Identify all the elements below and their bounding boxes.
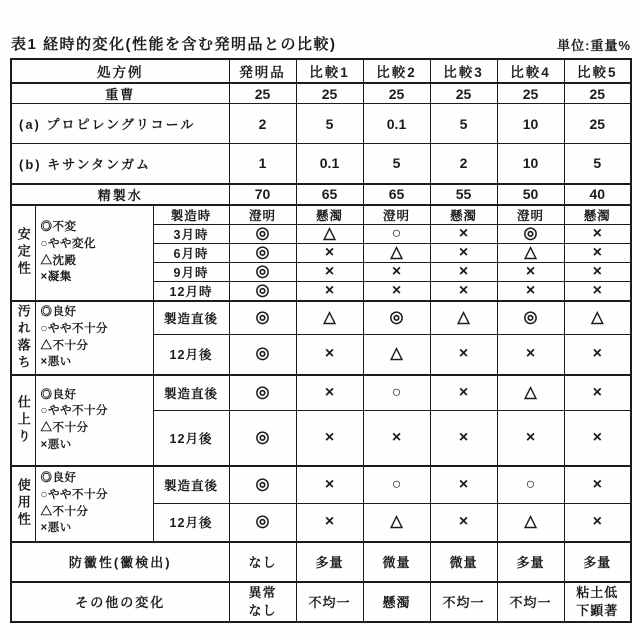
value-cell: 不均一 <box>430 582 497 622</box>
value-cell: 粘土低 下顕著 <box>564 582 631 622</box>
rating-cell: × <box>296 504 363 542</box>
rating-cell: ◎ <box>497 224 564 243</box>
subrow-label: 12月後 <box>153 504 229 542</box>
value-cell: 25 <box>564 104 631 144</box>
rating-cell: × <box>430 504 497 542</box>
value-cell: 2 <box>229 104 296 144</box>
comparison-table <box>10 58 632 623</box>
value-cell: 40 <box>564 184 631 205</box>
value-cell: 多量 <box>296 542 363 582</box>
subrow-label: 12月時 <box>153 281 229 301</box>
rating-cell: × <box>430 466 497 504</box>
column-header-comp4: 比較4 <box>497 59 564 83</box>
ingredient-label: 重曹 <box>11 83 229 104</box>
ingredient-label: 精製水 <box>11 184 229 205</box>
subrow-label: 製造直後 <box>153 301 229 335</box>
column-header-comp2: 比較2 <box>363 59 430 83</box>
rating-cell: × <box>296 243 363 262</box>
rating-cell: ○ <box>363 466 430 504</box>
footer-row-other-changes <box>11 582 631 622</box>
value-cell: 25 <box>430 83 497 104</box>
rating-cell: × <box>497 411 564 466</box>
value-cell: 65 <box>296 184 363 205</box>
section-label-stability: 安定性 <box>11 205 35 301</box>
value-cell: 多量 <box>564 542 631 582</box>
rating-cell: △ <box>363 335 430 375</box>
rating-cell: × <box>497 335 564 375</box>
rating-cell: ◎ <box>229 281 296 301</box>
rating-cell: △ <box>497 243 564 262</box>
column-header-invention: 発明品 <box>229 59 296 83</box>
ingredient-label: (a) プロピレングリコール <box>11 104 229 144</box>
section-row-finish <box>11 375 631 411</box>
value-cell: 25 <box>363 83 430 104</box>
rating-cell: × <box>430 335 497 375</box>
subrow-label: 製造時 <box>153 205 229 225</box>
legend-cell: ◎不変 ○やや変化 △沈殿 ×凝集 <box>35 205 153 301</box>
rating-cell: × <box>430 224 497 243</box>
value-cell: 25 <box>229 83 296 104</box>
rating-cell: △ <box>363 504 430 542</box>
value-cell: 不均一 <box>497 582 564 622</box>
value-cell: 0.1 <box>296 144 363 184</box>
footer-row-antimold <box>11 542 631 582</box>
value-cell: 55 <box>430 184 497 205</box>
rating-cell: × <box>296 466 363 504</box>
value-cell: 澄明 <box>363 205 430 225</box>
legend-cell: ◎良好 ○やや不十分 △不十分 ×悪い <box>35 375 153 466</box>
value-cell: 2 <box>430 144 497 184</box>
rating-cell: × <box>296 262 363 281</box>
column-header-comp5: 比較5 <box>564 59 631 83</box>
rating-cell: × <box>296 335 363 375</box>
rating-cell: △ <box>296 224 363 243</box>
section-label-finish: 仕上り <box>11 375 35 466</box>
value-cell: 異常 なし <box>229 582 296 622</box>
section-row-stability <box>11 205 631 225</box>
value-cell: 10 <box>497 144 564 184</box>
value-cell: 0.1 <box>363 104 430 144</box>
rating-cell: △ <box>430 301 497 335</box>
rating-cell: × <box>564 243 631 262</box>
rating-cell: ○ <box>363 224 430 243</box>
table-header-row <box>11 59 631 83</box>
ingredient-row <box>11 184 631 205</box>
value-cell: 5 <box>430 104 497 144</box>
rating-cell: × <box>564 262 631 281</box>
rating-cell: ○ <box>363 375 430 411</box>
rating-cell: ○ <box>497 466 564 504</box>
row-label: その他の変化 <box>11 582 229 622</box>
rating-cell: × <box>564 466 631 504</box>
rating-cell: × <box>564 504 631 542</box>
rating-cell: ◎ <box>497 301 564 335</box>
column-header-comp3: 比較3 <box>430 59 497 83</box>
legend-cell: ◎良好 ○やや不十分 △不十分 ×悪い <box>35 301 153 375</box>
rating-cell: ◎ <box>229 411 296 466</box>
rating-cell: ◎ <box>229 335 296 375</box>
value-cell: 懸濁 <box>564 205 631 225</box>
section-row-usability <box>11 466 631 504</box>
table-title: 表1 経時的変化(性能を含む発明品との比較) <box>11 36 337 53</box>
rating-cell: × <box>564 281 631 301</box>
title-bar <box>11 33 631 54</box>
section-label-usability: 使用性 <box>11 466 35 542</box>
value-cell: 65 <box>363 184 430 205</box>
subrow-label: 製造直後 <box>153 466 229 504</box>
value-cell: 25 <box>497 83 564 104</box>
rating-cell: × <box>363 262 430 281</box>
rating-cell: × <box>497 262 564 281</box>
rating-cell: ◎ <box>363 301 430 335</box>
value-cell: 5 <box>296 104 363 144</box>
value-cell: 10 <box>497 104 564 144</box>
rating-cell: ◎ <box>229 262 296 281</box>
rating-cell: × <box>296 411 363 466</box>
rating-cell: × <box>564 411 631 466</box>
rating-cell: × <box>564 335 631 375</box>
rating-cell: × <box>564 224 631 243</box>
rating-cell: ◎ <box>229 243 296 262</box>
rating-cell: × <box>430 262 497 281</box>
rating-cell: △ <box>363 243 430 262</box>
rating-cell: ◎ <box>229 375 296 411</box>
value-cell: 25 <box>296 83 363 104</box>
rating-cell: ◎ <box>229 466 296 504</box>
rating-cell: ◎ <box>229 301 296 335</box>
subrow-label: 12月後 <box>153 411 229 466</box>
value-cell: なし <box>229 542 296 582</box>
formulation-header-cell: 処方例 <box>11 59 229 83</box>
rating-cell: × <box>296 281 363 301</box>
value-cell: 70 <box>229 184 296 205</box>
value-cell: 25 <box>564 83 631 104</box>
rating-cell: ◎ <box>229 504 296 542</box>
rating-cell: × <box>430 375 497 411</box>
value-cell: 澄明 <box>497 205 564 225</box>
section-label-cleaning: 汚れ落ち <box>11 301 35 375</box>
value-cell: 不均一 <box>296 582 363 622</box>
subrow-label: 製造直後 <box>153 375 229 411</box>
unit-label: 単位:重量% <box>557 38 631 53</box>
value-cell: 多量 <box>497 542 564 582</box>
rating-cell: × <box>430 281 497 301</box>
rating-cell: ◎ <box>229 224 296 243</box>
rating-cell: × <box>564 375 631 411</box>
rating-cell: × <box>430 411 497 466</box>
row-label: 防黴性(黴検出) <box>11 542 229 582</box>
rating-cell: × <box>296 375 363 411</box>
subrow-label: 6月時 <box>153 243 229 262</box>
value-cell: 澄明 <box>229 205 296 225</box>
rating-cell: × <box>497 281 564 301</box>
ingredient-row <box>11 144 631 184</box>
value-cell: 微量 <box>363 542 430 582</box>
rating-cell: △ <box>296 301 363 335</box>
value-cell: 5 <box>564 144 631 184</box>
legend-cell: ◎良好 ○やや不十分 △不十分 ×悪い <box>35 466 153 542</box>
rating-cell: × <box>430 243 497 262</box>
subrow-label: 9月時 <box>153 262 229 281</box>
value-cell: 懸濁 <box>363 582 430 622</box>
value-cell: 微量 <box>430 542 497 582</box>
value-cell: 50 <box>497 184 564 205</box>
rating-cell: △ <box>497 504 564 542</box>
section-row-cleaning <box>11 301 631 335</box>
ingredient-label: (b) キサンタンガム <box>11 144 229 184</box>
ingredient-row <box>11 104 631 144</box>
rating-cell: × <box>363 281 430 301</box>
value-cell: 懸濁 <box>430 205 497 225</box>
rating-cell: △ <box>564 301 631 335</box>
value-cell: 懸濁 <box>296 205 363 225</box>
rating-cell: × <box>363 411 430 466</box>
value-cell: 5 <box>363 144 430 184</box>
column-header-comp1: 比較1 <box>296 59 363 83</box>
value-cell: 1 <box>229 144 296 184</box>
rating-cell: △ <box>497 375 564 411</box>
ingredient-row <box>11 83 631 104</box>
subrow-label: 3月時 <box>153 224 229 243</box>
subrow-label: 12月後 <box>153 335 229 375</box>
